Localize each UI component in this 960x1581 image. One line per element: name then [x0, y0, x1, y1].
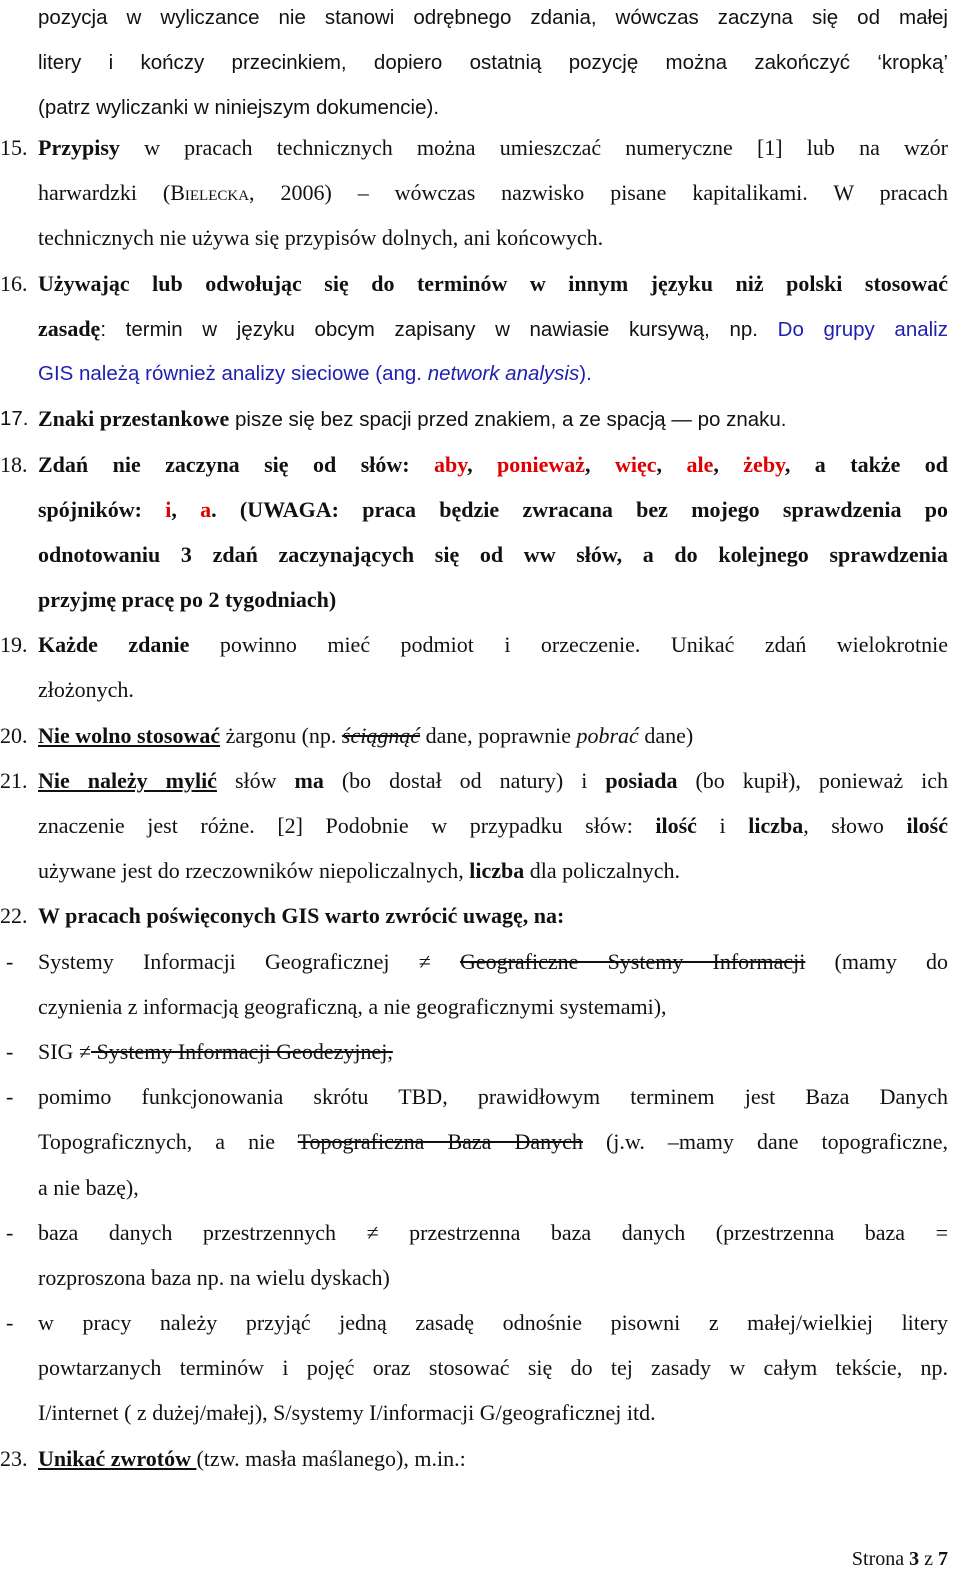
- bullet-1-line-2: czynienia z informacją geograficzną, a nie geograficznymi systemami),: [38, 994, 667, 1019]
- rule-15-line-2: harwardzki (Bielecka, 2006) – wówczas nazwisko pisane kapitalikami. W pracach: [38, 180, 948, 205]
- bullet-4-line-2: rozproszona baza np. na wielu dyskach): [38, 1265, 390, 1290]
- rule-17-line-1: Znaki przestankowe pisze się bez spacji przed znakiem, a ze spacją — po znaku.: [38, 406, 787, 431]
- rule-22-number: 22.: [0, 903, 28, 928]
- intro-line-2: litery i kończy przecinkiem, dopiero ostatnią pozycję można zakończyć ‘kropką’: [38, 51, 948, 74]
- rule-21-line-2: znaczenie jest różne. [2] Podobnie w przypadku słów: ilość i liczba, słowo ilość: [38, 813, 948, 838]
- page-number-footer: Strona 3 z 7: [851, 1548, 948, 1570]
- rule-19-number: 19.: [0, 632, 28, 657]
- rule-23-number: 23.: [0, 1446, 28, 1471]
- intro-line-1: pozycja w wyliczance nie stanowi odrębnego zdania, wówczas zaczyna się od małej: [38, 6, 948, 29]
- rule-21-line-3: używane jest do rzeczowników niepoliczalnych, liczba dla policzalnych.: [38, 858, 681, 883]
- rule-20-number: 20.: [0, 723, 28, 748]
- bullet-dash-3: -: [6, 1084, 14, 1109]
- bullet-3-line-1: pomimo funkcjonowania skrótu TBD, prawidłowym terminem jest Baza Danych: [38, 1084, 948, 1109]
- rule-16-number: 16.: [0, 271, 28, 296]
- bullet-2-line-1: SIG ≠ Systemy Informacji Geodezyjnej,: [38, 1039, 393, 1064]
- bullet-dash-5: -: [6, 1310, 14, 1335]
- bullet-5-line-2: powtarzanych terminów i pojęć oraz stosować się do tej zasady w całym tekście, np.: [38, 1355, 948, 1380]
- rule-17-number: 17.: [0, 407, 29, 430]
- rule-16-line-1: Używając lub odwołując się do terminów w innym języku niż polski stosować: [38, 271, 948, 296]
- rule-19-line-1: Każde zdanie powinno mieć podmiot i orzeczenie. Unikać zdań wielokrotnie: [38, 632, 948, 657]
- rule-15-line-3: technicznych nie używa się przypisów dolnych, ani końcowych.: [38, 225, 604, 250]
- bullet-dash-2: -: [6, 1039, 14, 1064]
- rule-16-example: GIS należą również analizy sieciowe (ang. network analysis).: [38, 362, 592, 385]
- bullet-4-line-1: baza danych przestrzennych ≠ przestrzenna baza danych (przestrzenna baza =: [38, 1220, 948, 1245]
- bullet-dash-4: -: [6, 1220, 14, 1245]
- rule-18-line-2: spójników: i, a. (UWAGA: praca będzie zwracana bez mojego sprawdzenia po: [38, 497, 949, 522]
- rule-15-line-1: Przypisy w pracach technicznych można umieszczać numeryczne [1] lub na wzór: [38, 135, 948, 160]
- bullet-3-line-2: Topograficznych, a nie Topograficzna Baza Danych (j.w. –mamy dane topograficzne,: [38, 1129, 948, 1154]
- rule-18-line-3: odnotowaniu 3 zdań zaczynających się od ww słów, a do kolejnego sprawdzenia: [38, 542, 948, 567]
- rule-22-heading: W pracach poświęconych GIS warto zwrócić uwagę, na:: [38, 903, 565, 928]
- rule-21-line-1: Nie należy mylić słów ma (bo dostał od natury) i posiada (bo kupił), ponieważ ich: [38, 768, 948, 793]
- rule-18-line-4: przyjmę pracę po 2 tygodniach): [38, 587, 337, 612]
- bullet-1-line-1: Systemy Informacji Geograficznej ≠ Geograficzne Systemy Informacji (mamy do: [38, 949, 949, 974]
- rule-15-number: 15.: [0, 135, 28, 160]
- rule-16-line-2: zasadę: termin w języku obcym zapisany w nawiasie kursywą, np. Do grupy analiz: [38, 316, 948, 341]
- rule-18-number: 18.: [0, 452, 28, 477]
- rule-20-line-1: Nie wolno stosować żargonu (np. ściągnąć dane, poprawnie pobrać dane): [38, 723, 694, 748]
- bullet-dash-1: -: [6, 949, 14, 974]
- bullet-3-line-3: a nie bazę),: [38, 1175, 139, 1200]
- intro-line-3: (patrz wyliczanki w niniejszym dokumencie).: [38, 96, 440, 119]
- rule-19-line-2: złożonych.: [38, 677, 134, 702]
- bullet-5-line-1: w pracy należy przyjąć jedną zasadę odnośnie pisowni z małej/wielkiej litery: [38, 1310, 948, 1335]
- rule-23-line-1: Unikać zwrotów (tzw. masła maślanego), m.in.:: [38, 1446, 466, 1471]
- rule-18-line-1: Zdań nie zaczyna się od słów: aby, ponieważ, więc, ale, żeby, a także od: [38, 452, 949, 477]
- rule-21-number: 21.: [0, 768, 28, 793]
- bullet-5-line-3: I/internet ( z dużej/małej), S/systemy I/informacji G/geograficznej itd.: [38, 1400, 656, 1425]
